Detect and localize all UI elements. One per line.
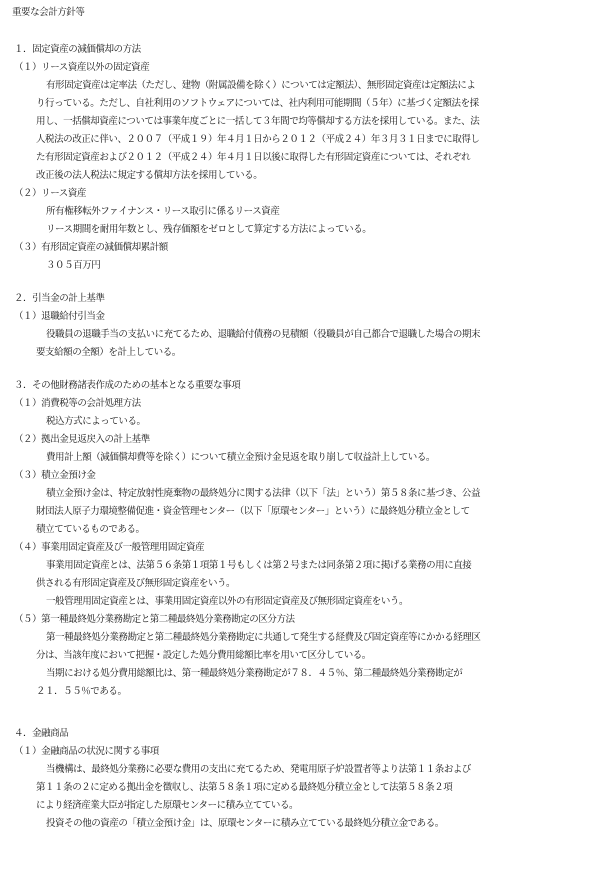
paragraph-line: り行っている。ただし、自社利用のソフトウェアについては、社内利用可能期間（５年）に基づく定額法を採 (36, 98, 479, 109)
subsection-heading: （５）第一種最終処分業務勘定と第二種最終処分業務勘定の区分方法 (14, 614, 295, 625)
paragraph-line: ２１．５５％である。 (36, 686, 127, 697)
paragraph-line: 分は、当該年度において把握・設定した処分費用総額比率を用いて区分している。 (36, 650, 371, 661)
paragraph-line: 事業用固定資産とは、法第５６条第１項第１号もしくは第２号または同条第２項に掲げる業務の用に直接 (46, 560, 472, 571)
paragraph-line: 要支給額の全額）を計上している。 (36, 347, 181, 358)
paragraph-line: 供される有形固定資産及び無形固定資産をいう。 (36, 578, 236, 589)
paragraph-line: 第一種最終処分業務勘定と第二種最終処分業務勘定に共通して発生する経費及び固定資産等にかかる経理区 (46, 632, 481, 643)
paragraph-line: により経済産業大臣が指定した原環センターに積み立てている。 (36, 800, 299, 811)
paragraph-line: 税込方式によっている。 (46, 416, 146, 427)
subsection-heading: （３）有形固定資産の減価償却累計額 (14, 242, 168, 253)
subsection-heading: （２）拠出金見返戻入の計上基準 (14, 434, 150, 445)
paragraph-line: 役職員の退職手当の支払いに充てるため、退職給付債務の見積額（役職員が自己都合で退職した場合の期末 (46, 329, 481, 340)
paragraph-line: 一般管理用固定資産とは、事業用固定資産以外の有形固定資産及び無形固定資産をいう。 (46, 596, 409, 607)
paragraph-line: 人税法の改正に伴い、２００７（平成１９）年４月１日から２０１２（平成２４）年３月３１日までに取得し (36, 134, 480, 145)
paragraph-line: 投資その他の資産の「積立金預け金」は、原環センターに積み立てている最終処分積立金である。 (46, 818, 444, 829)
section-heading: ３．その他財務諸表作成のための基本となる重要な事項 (14, 380, 241, 391)
section-heading: １．固定資産の減価償却の方法 (14, 44, 141, 55)
paragraph-line: 当期における処分費用総額比は、第一種最終処分業務勘定が７８．４５％、第二種最終処分業務勘定が (46, 668, 463, 679)
section-heading: ２．引当金の計上基準 (14, 293, 105, 304)
paragraph-line: リース期間を耐用年数とし、残存価額をゼロとして算定する方法によっている。 (46, 224, 372, 235)
paragraph-line: 当機構は、最終処分業務に必要な費用の支出に充てるため、発電用原子炉設置者等より法第１１条および (46, 764, 471, 775)
subsection-heading: （２）リース資産 (14, 188, 86, 199)
document-title: 重要な会計方針等 (12, 7, 85, 18)
paragraph-line: ３０５百万円 (46, 260, 101, 271)
subsection-heading: （１）退職給付引当金 (14, 311, 105, 322)
paragraph-line: 第１１条の２に定める拠出金を徴収し、法第５８条１項に定める最終処分積立金として法第５８条２項 (36, 782, 453, 793)
section-heading: ４．金融商品 (14, 728, 69, 739)
subsection-heading: （３）積立金預け金 (14, 470, 96, 481)
paragraph-line: 用し、一括償却資産については事業年度ごとに一括して３年間で均等償却する方法を採用している。また、法 (36, 116, 480, 127)
subsection-heading: （１）金融商品の状況に関する事項 (14, 746, 159, 757)
subsection-heading: （１）リース資産以外の固定資産 (14, 62, 150, 73)
paragraph-line: 有形固定資産は定率法（ただし、建物（附属設備を除く）については定額法）、無形固定資産は定額法によ (46, 80, 476, 91)
subsection-heading: （１）消費税等の会計処理方法 (14, 398, 141, 409)
paragraph-line: 財団法人原子力環境整備促進・資金管理センター（以下「原環センター」という）に最終処分積立金として (36, 506, 470, 517)
paragraph-line: 改正後の法人税法に規定する償却方法を採用している。 (36, 170, 263, 181)
paragraph-line: 費用計上額（減価償却費等を除く）について積立金預け金見返を取り崩して収益計上している。 (46, 452, 435, 463)
paragraph-line: 積立金預け金は、特定放射性廃棄物の最終処分に関する法律（以下「法」という）第５８条に基づき、公益 (46, 488, 481, 499)
subsection-heading: （４）事業用固定資産及び一般管理用固定資産 (14, 542, 205, 553)
paragraph-line: 積立てているものである。 (36, 524, 145, 535)
paragraph-line: た有形固定資産および２０１２（平成２４）年４月１日以後に取得した有形固定資産については、それぞれ (36, 152, 471, 163)
paragraph-line: 所有権移転外ファイナンス・リース取引に係るリース資産 (46, 206, 280, 217)
